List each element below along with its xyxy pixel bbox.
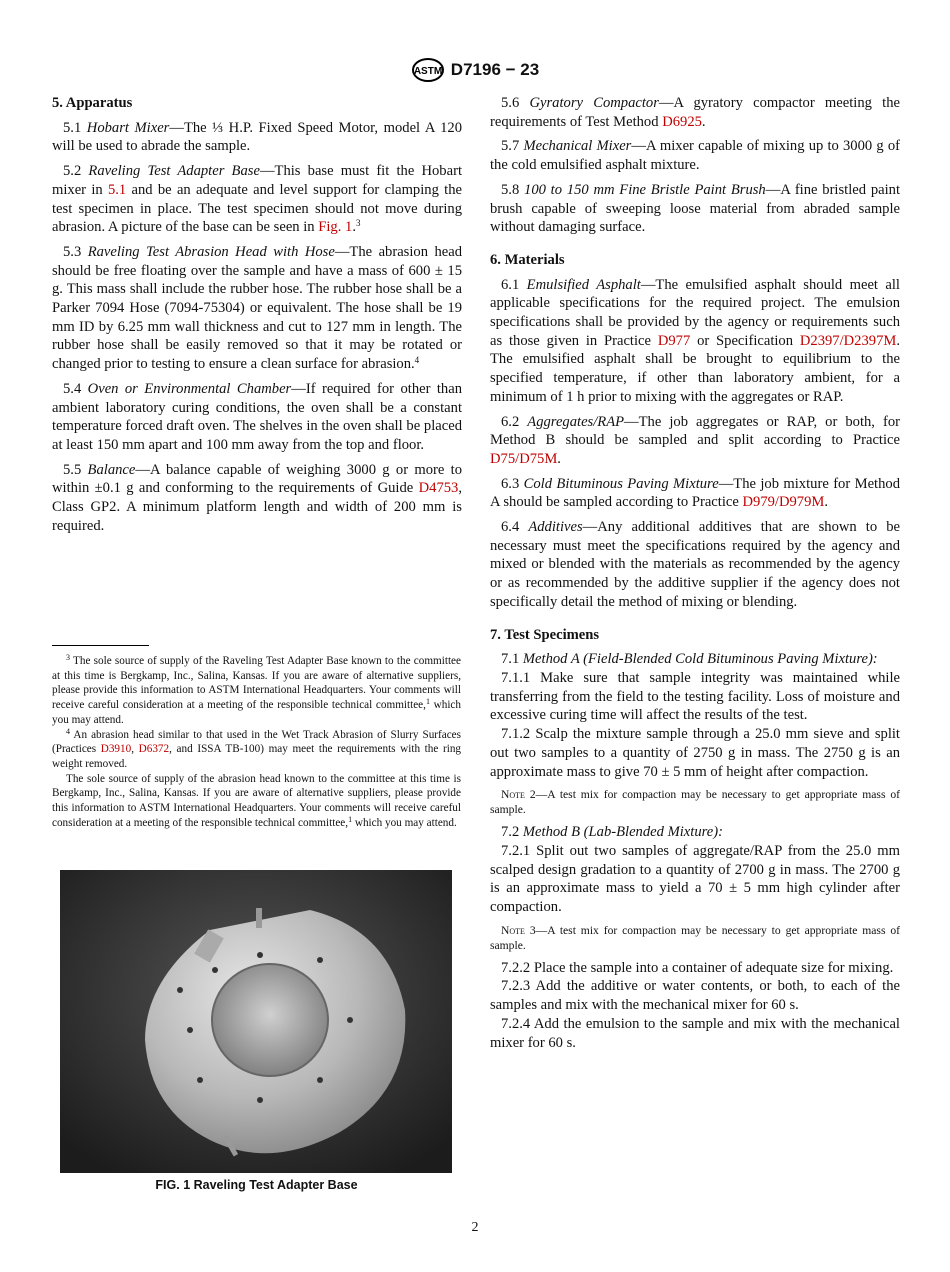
reference-link[interactable]: D3910 <box>100 743 132 756</box>
text: Note <box>501 788 525 802</box>
text: 2—A test mix for compaction may be necessary to get appropriate mass of sample. <box>490 788 900 817</box>
term: Cold Bituminous Paving Mixture <box>523 475 719 492</box>
text: . <box>557 450 561 467</box>
paragraph <box>52 654 461 728</box>
paragraph <box>52 162 462 237</box>
text: 7.2.1 Split out two samples of aggregate/RAP from the 25.0 mm scalped design gradation to a quantity of 2700 g in mass. The 2700 g is an approximate mass to yield a 70 ± 5 mm high cylinder after compaction. <box>490 842 900 916</box>
footnote-ref: 1 <box>348 814 353 824</box>
text: —A mixer capable of mixing up to 3000 g of the cold emulsified asphalt mixture. <box>490 138 901 174</box>
text: , and ISSA TB-100) may meet the requirements with the ring weight removed. <box>52 743 462 770</box>
text: 5.4 <box>63 380 88 397</box>
text: 6.3 <box>501 475 524 492</box>
text: 5. Apparatus <box>52 95 133 111</box>
paragraph <box>490 669 900 725</box>
paragraph <box>52 772 461 831</box>
footnote-ref: 4 <box>414 355 420 366</box>
text: 6.1 <box>501 276 527 293</box>
paragraph <box>52 380 462 455</box>
figure-caption: FIG. 1 Raveling Test Adapter Base <box>155 1178 358 1192</box>
term: Gyratory Compactor <box>529 95 659 111</box>
text: 7. Test Specimens <box>490 626 600 643</box>
paragraph <box>490 94 900 131</box>
text: The sole source of supply of the Raveling Test Adapter Base known to the committee at this time is Bergkamp, Inc., Salina, Kansas. If you are aware of alternative suppliers, please provide this information to ASTM International Headquarters. Your comments will receive careful consideration at a meeting of the responsible technical committee, <box>52 655 461 712</box>
text: 7.1.1 Make sure that sample integrity was maintained while transferring from the field to the testing facility. Loss of moisture and excessive curing time will affect the results of the test. <box>490 669 900 724</box>
paragraph <box>490 137 900 174</box>
text: —This base must fit the Hobart mixer in <box>52 163 462 198</box>
text: which you may attend. <box>352 816 457 829</box>
text: 6. Materials <box>490 251 565 268</box>
text: 5.7 <box>501 138 524 155</box>
section-heading <box>490 251 900 270</box>
section-heading <box>490 626 900 645</box>
term: Balance <box>87 461 136 478</box>
text: —The abrasion head should be free floating over the sample and have a mass of 600 ± 15 g. This mass shall include the rubber hose. The rubber hose shall be a Parker 7094 Hose (7094-75304) or equivalent. The hose shall be 19 mm ID by 6.25 mm wall thickness and cut to 127 mm in length. The rubber hose shall be easily removed so that it may be rotated or changed prior to testing to ensure a clean surface for abrasion. <box>52 243 463 373</box>
text: —The job mixture for Method A should be sampled according to Practice <box>490 475 900 511</box>
footnotes <box>52 654 461 830</box>
reference-link[interactable]: D977 <box>657 332 691 349</box>
term: Method B (Lab-Blended Mixture): <box>522 824 723 841</box>
paragraph <box>490 1015 900 1052</box>
term: Method A (Field-Blended Cold Bituminous Paving Mixture): <box>522 651 878 668</box>
reference-link[interactable]: D2397/D2397M <box>799 332 897 349</box>
paragraph <box>490 413 900 469</box>
figure-photo-adapter-base <box>60 870 452 1173</box>
reference-link[interactable]: D75/D75M <box>490 450 558 467</box>
document-designation: D7196 − 23 <box>450 60 540 79</box>
text: 7.2.4 Add the emulsion to the sample and mix with the mechanical mixer for 60 s. <box>490 1015 900 1051</box>
footnote-ref: 3 <box>355 218 361 229</box>
svg-text:ASTM: ASTM <box>413 66 442 77</box>
reference-link[interactable]: D4753 <box>418 480 459 497</box>
text: , Class GP2. A minimum platform length and width of 200 mm is required. <box>52 480 462 534</box>
text: 5.1 <box>63 119 87 136</box>
text: 7.2.2 Place the sample into a container of adequate size for mixing. <box>501 959 894 976</box>
reference-link[interactable]: 5.1 <box>107 181 127 198</box>
text: 7.1.2 Scalp the mixture sample through a 25.0 mm sieve and split out two samples to a quantity of 2750 g in mass. The 2750 g is an approximate mass to give 70 ± 5 mm of height after compaction. <box>490 726 900 780</box>
text: 7.2.3 Add the additive or water contents, or both, to each of the samples and mix with the mechanical mixer for 60 s. <box>490 978 900 1014</box>
left-column <box>52 94 462 541</box>
paragraph <box>490 959 900 978</box>
text: 5.3 <box>63 243 88 260</box>
page-header <box>0 57 950 83</box>
text: Note <box>501 923 525 937</box>
text: . <box>352 219 356 236</box>
footnote-divider <box>52 645 149 646</box>
paragraph <box>490 725 900 781</box>
note <box>490 787 900 817</box>
reference-link[interactable]: D6925 <box>662 113 702 130</box>
reference-link[interactable]: Fig. 1 <box>318 219 353 236</box>
term: Raveling Test Abrasion Head with Hose <box>87 243 335 260</box>
term: Emulsified Asphalt <box>526 276 641 293</box>
text: 6.2 <box>501 413 528 430</box>
text: or Specification <box>690 332 800 349</box>
paragraph <box>52 119 462 156</box>
text: and be an adequate and level support for clamping the test specimen in place. The test specimen should not move during abrasion. A picture of the base can be seen in <box>52 181 462 236</box>
text: —The ⅓ H.P. Fixed Speed Motor, model A 120 will be used to abrade the sample. <box>52 119 462 155</box>
paragraph <box>490 842 900 917</box>
footnote-ref: 1 <box>425 697 430 707</box>
paragraph <box>490 650 900 669</box>
term: Mechanical Mixer <box>523 138 632 155</box>
text: 6.4 <box>501 519 529 536</box>
text: —Any additional additives that are shown to be necessary must meet the specifications required by the agency and mixed or blended with the materials as recommended by the agency or as recommended by the additive supplier if the agency does not specifically detail the method of mixing or blending. <box>490 519 901 610</box>
text: . <box>701 113 706 130</box>
text: 5.8 <box>501 181 525 198</box>
text: , <box>131 743 139 756</box>
right-column <box>490 94 900 1052</box>
term: Additives <box>528 519 583 536</box>
paragraph <box>490 518 900 612</box>
paragraph <box>52 243 462 374</box>
reference-link[interactable]: D979/D979M <box>742 494 825 511</box>
footnote-ref: 4 <box>66 726 70 736</box>
text: 7.2 <box>501 824 523 841</box>
text: 5.5 <box>63 461 88 478</box>
text: —A balance capable of weighing 3000 g or more to within ±0.1 g and conforming to the requirements of Guide <box>52 461 462 497</box>
paragraph <box>490 276 900 407</box>
paragraph <box>490 475 900 512</box>
text: . The emulsified asphalt shall be brought to equilibrium to the specified temperature, if other than laboratory ambient, for a minimum of 1 h prior to mixing with the aggregates or RAP. <box>490 332 900 405</box>
term: 100 to 150 mm Fine Bristle Paint Brush <box>524 181 766 198</box>
text: —A gyratory compactor meeting the requirements of Test Method <box>490 95 901 130</box>
text: 5.2 <box>63 163 89 180</box>
text: —The job aggregates or RAP, or both, for Method B should be sampled and split according to Practice <box>490 413 901 449</box>
text: 5.6 <box>501 95 530 111</box>
term: Oven or Environmental Chamber <box>87 380 292 397</box>
text: An abrasion head similar to that used in the Wet Track Abrasion of Slurry Surfaces (Practices <box>52 728 461 756</box>
text: —The emulsified asphalt should meet all applicable specifications for the required project. The emulsion specifications shall be provided by the agency or requirements such as those given in Practice <box>490 276 900 349</box>
term: Raveling Test Adapter Base <box>88 163 260 180</box>
reference-link[interactable]: D6372 <box>138 743 170 756</box>
text: . <box>824 494 829 511</box>
text: The sole source of supply of the abrasion head known to the committee at this time is Bergkamp, Inc., Salina, Kansas. If you are aware of alternative suppliers, please provide this information to ASTM International Headquarters. Your comments will receive careful consideration at a meeting of the responsible technical committee, <box>52 772 461 829</box>
note <box>490 923 900 953</box>
paragraph <box>52 461 462 536</box>
term: Aggregates/RAP <box>527 413 625 430</box>
footnote-ref: 3 <box>66 653 70 662</box>
paragraph <box>490 823 900 842</box>
section-heading <box>52 94 462 113</box>
paragraph <box>52 728 461 772</box>
text: 7.1 <box>501 651 523 668</box>
astm-logo-icon <box>411 57 445 83</box>
text: —If required for other than ambient laboratory curing conditions, the oven shall be a constant temperature forced draft oven. The shelves in the oven shall be placed at least 150 mm apart and 100 mm away from the top and floor. <box>52 380 462 453</box>
paragraph <box>490 181 900 237</box>
page-number: 2 <box>471 1220 479 1235</box>
paragraph <box>490 977 900 1014</box>
text: 3—A test mix for compaction may be necessary to get appropriate mass of sample. <box>490 923 900 952</box>
text: —A fine bristled paint brush capable of sweeping loose material from abraded sample without damaging surface. <box>490 181 900 236</box>
term: Hobart Mixer <box>86 119 170 136</box>
text: which you may attend. <box>52 699 461 726</box>
